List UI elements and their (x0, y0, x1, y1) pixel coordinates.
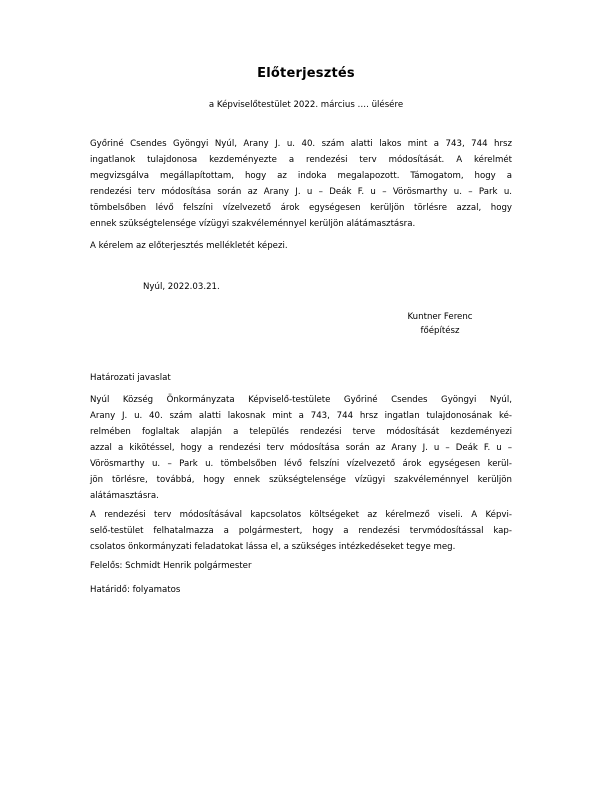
costs-line: selő-testület felhatalmazza a polgármestert, hogy a rendezési tervmódosítással kap- (90, 526, 512, 536)
resolution-line: Arany J. u. 40. szám alatti lakosnak mint a 743, 744 hrsz ingatlan tulajdonosának ké- (90, 411, 512, 421)
resolution-line: alátámasztásra. (90, 491, 159, 501)
resolution-line: azzal a kikötéssel, hogy a rendezési terv módosítása során az Arany J. u – Deák F. u – (90, 443, 512, 453)
resolution-line: Vörösmarthy u. – Park u. tömbelsőben lévő felszíni vízelvezető árok egységesen kerül- (90, 459, 512, 469)
attachment-note: A kérelem az előterjesztés mellékletét képezi. (90, 241, 288, 251)
resolution-heading: Határozati javaslat (90, 373, 171, 383)
deadline-line: Határidő: folyamatos (90, 585, 181, 595)
document-subtitle: a Képviselőtestület 2022. március …. ülésére (208, 100, 404, 110)
signatory-role: főépítész (420, 326, 460, 336)
intro-line: Győrіné Csendes Gyöngyi Nyúl, Arany J. u. 40. szám alatti lakos mint a 743, 744 hrsz (90, 139, 512, 149)
intro-line: tömbelsőben lévő felszíni vízelvezető árok egységesen kerüljön törlésre azzal, hogy (90, 203, 512, 213)
resolution-line: jön törlésre, továbbá, hogy ennek szükségtelensége vízügyi szakvéleménnyel kerüljön (90, 475, 512, 485)
intro-line: rendezési terv módosítása során az Arany J. u – Deák F. u – Vörösmarthy u. – Park u. (90, 187, 512, 197)
place-date: Nyúl, 2022.03.21. (143, 282, 220, 292)
signatory-name: Kuntner Ferenc (407, 312, 473, 322)
resolution-paragraph (90, 392, 512, 504)
intro-line: ingatlanok tulajdonosa kezdeményezte a rendezési terv módosítását. A kérelmét (90, 155, 512, 165)
costs-paragraph (90, 507, 512, 555)
responsible-line: Felelős: Schmidt Henrik polgármester (90, 561, 252, 571)
resolution-line: Nyúl Község Önkormányzata Képviselő-testülete Győrіné Csendes Gyöngyi Nyúl, (90, 395, 512, 405)
intro-paragraph (90, 136, 512, 232)
costs-line: csolatos önkormányzati feladatokat lássa el, a szükséges intézkedéseket tegye meg. (90, 542, 456, 552)
costs-line: A rendezési terv módosításával kapcsolatos költségeket az kérelmező viseli. A Képvi- (90, 510, 512, 520)
intro-line: ennek szükségtelensége vízügyi szakvéleménnyel kerüljön alátámasztásra. (90, 219, 416, 229)
document-title: Előterjesztés (257, 66, 355, 81)
signature-block (370, 310, 510, 338)
intro-line: megvizsgálva megállapítottam, hogy az indoka megalapozott. Támogatom, hogy a (90, 171, 512, 181)
resolution-line: relmében foglaltak alapján a település rendezési terve módosítását kezdeményezi (90, 427, 512, 437)
